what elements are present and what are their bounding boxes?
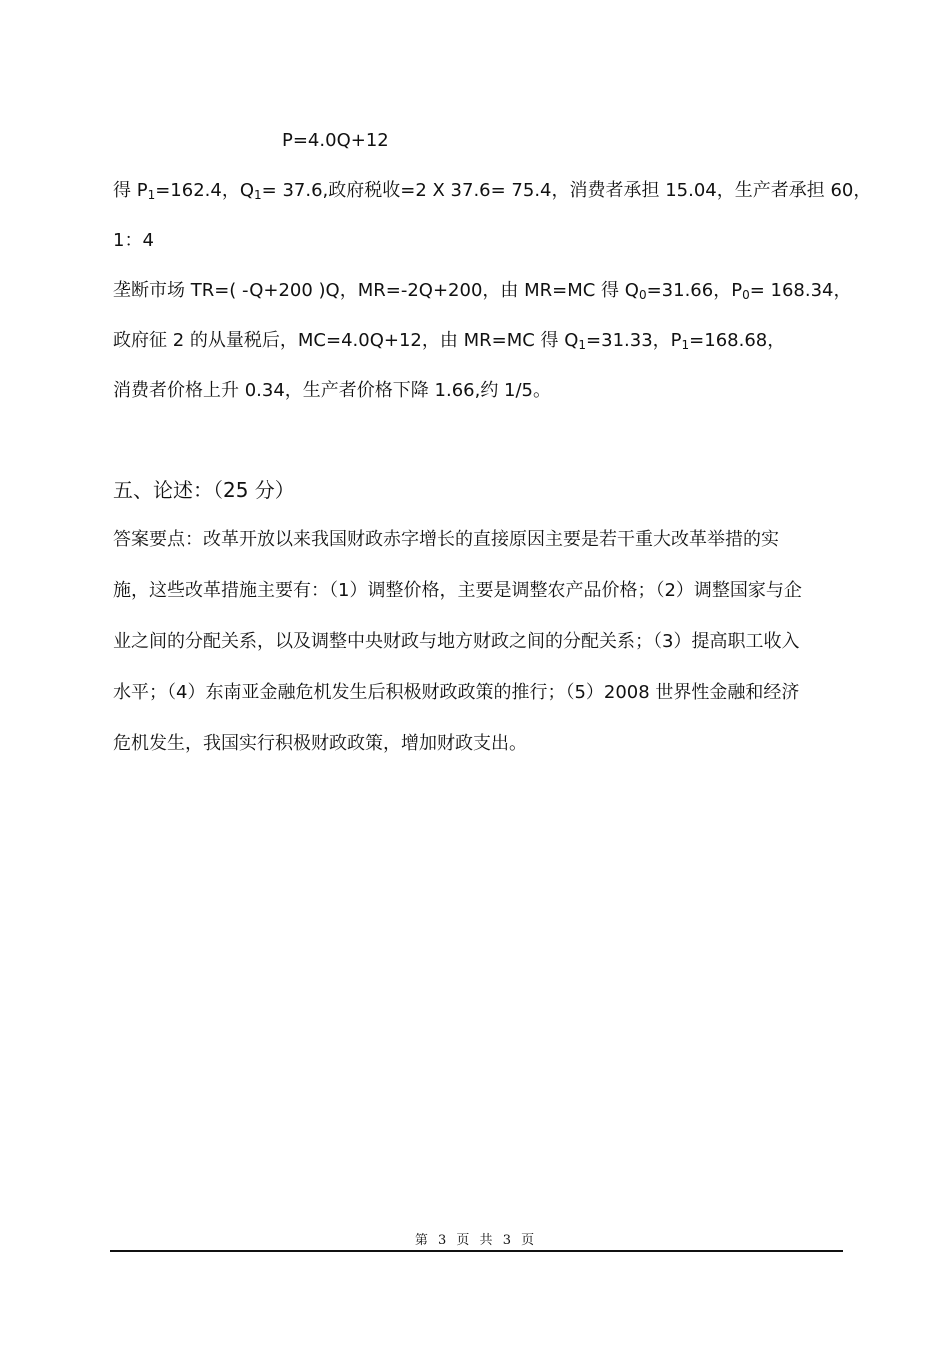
ratio-text: 1：4 [113, 230, 154, 251]
text-segment: 得 P [113, 180, 148, 201]
equation-line [282, 128, 389, 154]
essay-line-5 [113, 731, 527, 757]
conclusion-line [113, 378, 551, 404]
monopoly-line [113, 278, 852, 304]
ratio-line [113, 228, 154, 254]
subscript: 1 [681, 338, 690, 352]
essay-line-4 [113, 680, 799, 706]
essay-line-3 [113, 629, 799, 655]
text-segment: 垄断市场 TR=( -Q+200 )Q，MR=-2Q+200，由 MR=MC 得 Q [113, 280, 639, 301]
subscript: 1 [254, 188, 262, 202]
page-number: 第 3 页 共 3 页 [414, 1233, 538, 1248]
subscript: 0 [742, 288, 750, 302]
essay-text: 施，这些改革措施主要有：（1）调整价格，主要是调整农产品价格；（2）调整国家与企 [113, 580, 802, 601]
essay-text: 业之间的分配关系，以及调整中央财政与地方财政之间的分配关系；（3）提高职工收入 [113, 631, 800, 652]
text-segment: 政府征 2 的从量税后，MC=4.0Q+12，由 MR=MC 得 Q [113, 330, 579, 351]
text-segment: =162.4，Q [155, 180, 254, 201]
essay-text: 危机发生，我国实行积极财政政策，增加财政支出。 [113, 733, 527, 754]
essay-line-1 [113, 527, 779, 553]
text-segment: = 37.6,政府税收=2 X 37.6= 75.4，消费者承担 15.04，生产者承担 60， [261, 180, 872, 201]
text-segment: =31.33，P [586, 330, 682, 351]
subscript: 1 [147, 188, 156, 202]
text-segment: =31.66，P [646, 280, 743, 301]
text-segment: =168.68， [689, 330, 786, 351]
section-heading-text: 五、论述：（25 分） [113, 478, 295, 502]
equation-text: P=4.0Q+12 [282, 130, 389, 151]
section-heading [113, 477, 295, 503]
essay-text: 水平；（4）东南亚金融危机发生后积极财政政策的推行；（5）2008 世界性金融和经济 [113, 682, 800, 703]
footer-divider [110, 1250, 843, 1252]
essay-text: 答案要点：改革开放以来我国财政赤字增长的直接原因主要是若干重大改革举措的实 [113, 529, 779, 550]
subscript: 1 [578, 338, 587, 352]
text-segment: = 168.34， [749, 280, 852, 301]
subscript: 0 [638, 288, 647, 302]
answer-line-1 [113, 178, 871, 204]
conclusion-text: 消费者价格上升 0.34，生产者价格下降 1.66,约 1/5。 [113, 380, 552, 401]
tax-line [113, 328, 785, 354]
essay-line-2 [113, 578, 802, 604]
